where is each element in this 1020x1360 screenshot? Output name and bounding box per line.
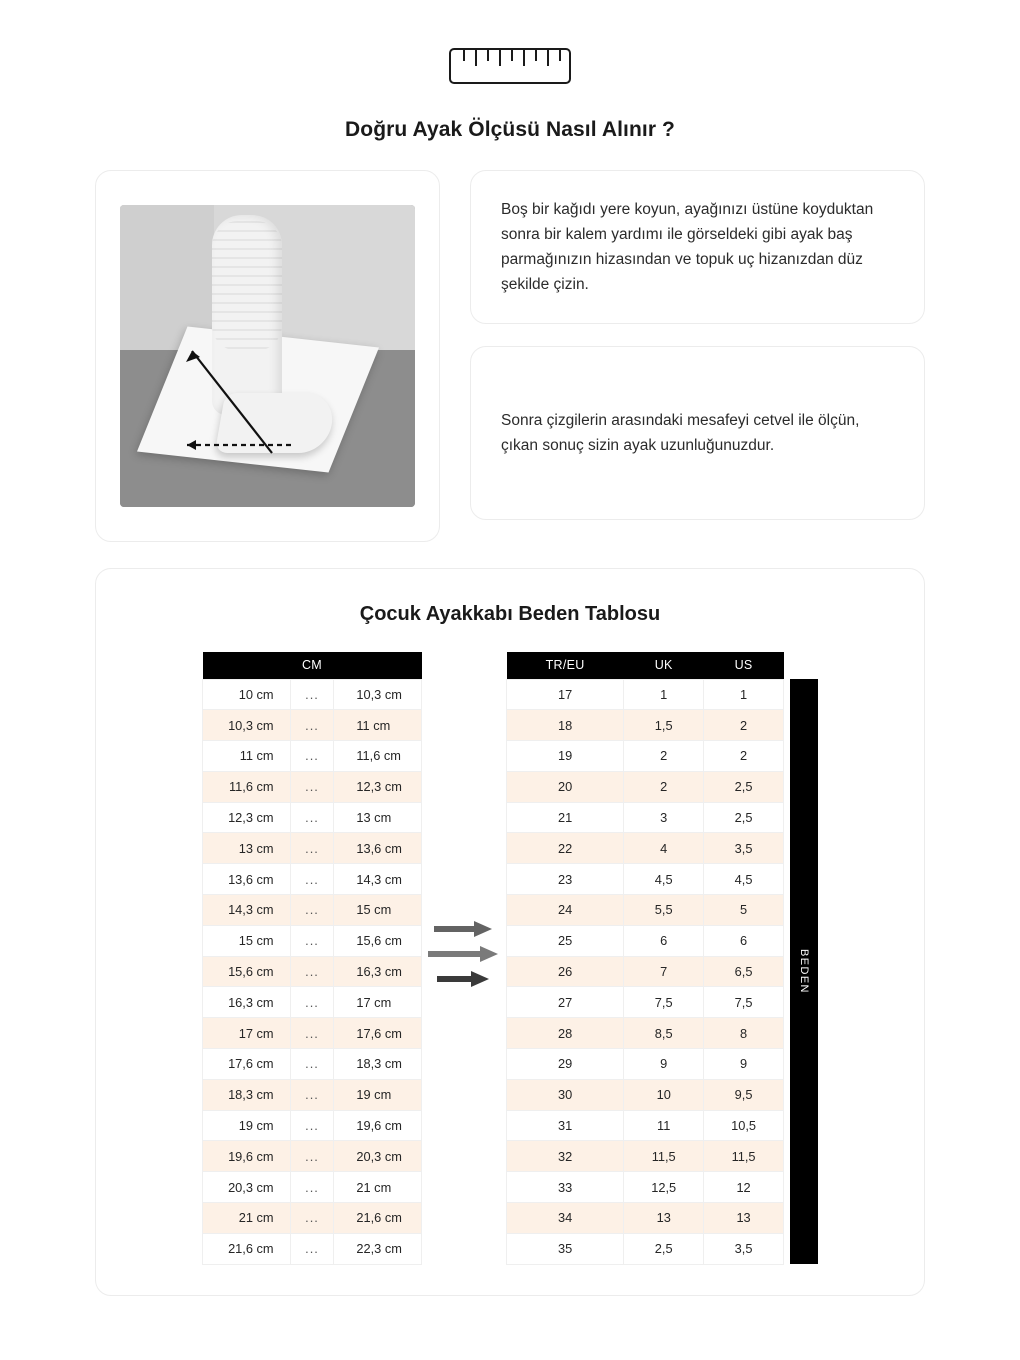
us-cell: 7,5: [704, 987, 784, 1018]
cm-range-dots: ...: [290, 741, 334, 772]
tr-eu-cell: 29: [507, 1049, 624, 1080]
cm-table-row: [203, 1203, 422, 1234]
cm-to-cell: 19,6 cm: [334, 1110, 422, 1141]
cm-range-dots: ...: [290, 710, 334, 741]
beden-side-bar: [790, 679, 818, 1264]
cm-from-cell: 15 cm: [203, 925, 291, 956]
tr-eu-cell: 30: [507, 1079, 624, 1110]
cm-from-cell: 10 cm: [203, 679, 291, 710]
uk-cell: 6: [624, 925, 704, 956]
cm-table-row: [203, 771, 422, 802]
cm-table-row: [203, 833, 422, 864]
us-cell: 2: [704, 741, 784, 772]
cm-from-cell: 20,3 cm: [203, 1172, 291, 1203]
uk-cell: 2,5: [624, 1233, 704, 1264]
cm-table: [202, 652, 422, 1265]
cm-to-cell: 22,3 cm: [334, 1233, 422, 1264]
uk-cell: 12,5: [624, 1172, 704, 1203]
us-cell: 12: [704, 1172, 784, 1203]
cm-table-row: [203, 1018, 422, 1049]
cm-range-dots: ...: [290, 1049, 334, 1080]
cm-table-row: [203, 956, 422, 987]
cm-from-cell: 11 cm: [203, 741, 291, 772]
cm-range-dots: ...: [290, 1110, 334, 1141]
cm-table-row: [203, 895, 422, 926]
cm-table-row: [203, 1110, 422, 1141]
cm-from-cell: 11,6 cm: [203, 771, 291, 802]
instructions-section: [95, 170, 925, 542]
uk-cell: 7: [624, 956, 704, 987]
ruler-tick: [499, 50, 501, 66]
us-cell: 4,5: [704, 864, 784, 895]
cm-to-cell: 16,3 cm: [334, 956, 422, 987]
cm-to-cell: 11 cm: [334, 710, 422, 741]
instruction-card-1: Boş bir kağıdı yere koyun, ayağınızı üstüne koyduktan sonra bir kalem yardımı ile görseldeki gibi ayak baş parmağınızın hizasından ve topuk uç hizanızdan düz şekilde çizin.: [470, 170, 925, 324]
cm-table-row: [203, 741, 422, 772]
ruler-tick: [511, 50, 513, 61]
cm-table-row: [203, 864, 422, 895]
cm-table-row: [203, 1233, 422, 1264]
cm-to-cell: 17,6 cm: [334, 1018, 422, 1049]
tr-eu-cell: 34: [507, 1203, 624, 1234]
cm-from-cell: 16,3 cm: [203, 987, 291, 1018]
ruler-icon-container: [0, 0, 1020, 84]
cm-table-row: [203, 987, 422, 1018]
cm-range-dots: ...: [290, 1172, 334, 1203]
ruler-tick: [523, 50, 525, 66]
ruler-tick: [463, 50, 465, 61]
cm-range-dots: ...: [290, 895, 334, 926]
tr-eu-cell: 35: [507, 1233, 624, 1264]
uk-cell: 10: [624, 1079, 704, 1110]
tr-eu-cell: 17: [507, 679, 624, 710]
cm-from-cell: 15,6 cm: [203, 956, 291, 987]
cm-table-row: [203, 1049, 422, 1080]
cm-range-dots: ...: [290, 802, 334, 833]
tr-eu-cell: 21: [507, 802, 624, 833]
ruler-tick: [547, 50, 549, 66]
us-cell: 3,5: [704, 833, 784, 864]
tr-eu-cell: 31: [507, 1110, 624, 1141]
instruction-text-column: [470, 170, 925, 542]
arrow-right-icon-2: [428, 946, 500, 962]
uk-cell: 13: [624, 1203, 704, 1234]
cm-from-cell: 17,6 cm: [203, 1049, 291, 1080]
size-table-row: [507, 1110, 784, 1141]
size-table-row: [507, 956, 784, 987]
cm-to-cell: 17 cm: [334, 987, 422, 1018]
size-table-header: US: [704, 652, 784, 679]
cm-to-cell: 18,3 cm: [334, 1049, 422, 1080]
arrow-right-icon-3: [437, 971, 491, 987]
uk-cell: 8,5: [624, 1018, 704, 1049]
cm-to-cell: 11,6 cm: [334, 741, 422, 772]
cm-to-cell: 13,6 cm: [334, 833, 422, 864]
size-table-row: [507, 1203, 784, 1234]
cm-range-dots: ...: [290, 1141, 334, 1172]
us-cell: 6: [704, 925, 784, 956]
cm-range-dots: ...: [290, 1018, 334, 1049]
us-cell: 3,5: [704, 1233, 784, 1264]
cm-table-header: CM: [203, 652, 422, 679]
size-table-row: [507, 741, 784, 772]
cm-to-cell: 15,6 cm: [334, 925, 422, 956]
cm-table-row: [203, 1172, 422, 1203]
cm-to-cell: 19 cm: [334, 1079, 422, 1110]
us-cell: 9: [704, 1049, 784, 1080]
size-table-row: [507, 679, 784, 710]
instruction-card-2: Sonra çizgilerin arasındaki mesafeyi cetvel ile ölçün, çıkan sonuç sizin ayak uzunluğunuzdur.: [470, 346, 925, 520]
uk-cell: 1,5: [624, 710, 704, 741]
us-cell: 6,5: [704, 956, 784, 987]
ruler-icon: [449, 48, 571, 84]
size-table-row: [507, 895, 784, 926]
cm-range-dots: ...: [290, 1079, 334, 1110]
size-tables-wrapper: [96, 652, 924, 1265]
cm-from-cell: 13,6 cm: [203, 864, 291, 895]
cm-table-row: [203, 1141, 422, 1172]
uk-cell: 2: [624, 741, 704, 772]
cm-range-dots: ...: [290, 925, 334, 956]
arrow-group: [422, 921, 506, 995]
uk-cell: 5,5: [624, 895, 704, 926]
tr-eu-cell: 20: [507, 771, 624, 802]
uk-cell: 9: [624, 1049, 704, 1080]
cm-from-cell: 10,3 cm: [203, 710, 291, 741]
ruler-tick: [487, 50, 489, 61]
uk-cell: 1: [624, 679, 704, 710]
us-cell: 2,5: [704, 771, 784, 802]
cm-from-cell: 21 cm: [203, 1203, 291, 1234]
size-table-row: [507, 710, 784, 741]
cm-range-dots: ...: [290, 864, 334, 895]
tr-eu-cell: 26: [507, 956, 624, 987]
cm-table-row: [203, 1079, 422, 1110]
cm-from-cell: 18,3 cm: [203, 1079, 291, 1110]
arrow-right-icon-1: [434, 921, 494, 937]
size-table-row: [507, 1049, 784, 1080]
cm-table-row: [203, 710, 422, 741]
uk-cell: 11: [624, 1110, 704, 1141]
size-table-header: UK: [624, 652, 704, 679]
beden-label: BEDEN: [798, 949, 810, 994]
cm-from-cell: 12,3 cm: [203, 802, 291, 833]
uk-cell: 11,5: [624, 1141, 704, 1172]
uk-cell: 4,5: [624, 864, 704, 895]
measure-arrow-overlay: [120, 205, 415, 507]
us-cell: 2: [704, 710, 784, 741]
size-table-row: [507, 771, 784, 802]
cm-table-row: [203, 925, 422, 956]
us-cell: 13: [704, 1203, 784, 1234]
uk-cell: 4: [624, 833, 704, 864]
cm-range-dots: ...: [290, 833, 334, 864]
us-cell: 2,5: [704, 802, 784, 833]
size-table-row: [507, 1018, 784, 1049]
us-cell: 5: [704, 895, 784, 926]
foot-measurement-photo: [120, 205, 415, 507]
cm-from-cell: 14,3 cm: [203, 895, 291, 926]
photo-card: [95, 170, 440, 542]
cm-to-cell: 21 cm: [334, 1172, 422, 1203]
cm-to-cell: 12,3 cm: [334, 771, 422, 802]
cm-from-cell: 17 cm: [203, 1018, 291, 1049]
us-cell: 10,5: [704, 1110, 784, 1141]
tr-eu-cell: 25: [507, 925, 624, 956]
tr-eu-cell: 28: [507, 1018, 624, 1049]
tr-eu-cell: 23: [507, 864, 624, 895]
cm-range-dots: ...: [290, 1203, 334, 1234]
cm-to-cell: 20,3 cm: [334, 1141, 422, 1172]
uk-cell: 7,5: [624, 987, 704, 1018]
size-table-row: [507, 833, 784, 864]
cm-range-dots: ...: [290, 956, 334, 987]
cm-to-cell: 21,6 cm: [334, 1203, 422, 1234]
ruler-tick: [559, 50, 561, 61]
ruler-tick: [475, 50, 477, 66]
uk-cell: 2: [624, 771, 704, 802]
size-table-row: [507, 1233, 784, 1264]
size-table-card: [95, 568, 925, 1296]
tr-eu-cell: 27: [507, 987, 624, 1018]
size-table-row: [507, 925, 784, 956]
cm-to-cell: 15 cm: [334, 895, 422, 926]
cm-table-row: [203, 802, 422, 833]
tr-eu-cell: 18: [507, 710, 624, 741]
size-table-header: TR/EU: [507, 652, 624, 679]
cm-from-cell: 21,6 cm: [203, 1233, 291, 1264]
size-table: [506, 652, 784, 1265]
us-cell: 1: [704, 679, 784, 710]
size-table-row: [507, 987, 784, 1018]
cm-range-dots: ...: [290, 1233, 334, 1264]
page-title: Doğru Ayak Ölçüsü Nasıl Alınır ?: [345, 118, 675, 141]
size-table-row: [507, 1141, 784, 1172]
tr-eu-cell: 33: [507, 1172, 624, 1203]
ruler-tick: [535, 50, 537, 61]
uk-cell: 3: [624, 802, 704, 833]
cm-to-cell: 14,3 cm: [334, 864, 422, 895]
cm-range-dots: ...: [290, 771, 334, 802]
cm-from-cell: 19 cm: [203, 1110, 291, 1141]
us-cell: 9,5: [704, 1079, 784, 1110]
tr-eu-cell: 22: [507, 833, 624, 864]
size-table-row: [507, 1079, 784, 1110]
size-table-row: [507, 864, 784, 895]
cm-table-row: [203, 679, 422, 710]
us-cell: 11,5: [704, 1141, 784, 1172]
size-table-row: [507, 802, 784, 833]
tr-eu-cell: 32: [507, 1141, 624, 1172]
us-cell: 8: [704, 1018, 784, 1049]
size-table-title: Çocuk Ayakkabı Beden Tablosu: [359, 603, 661, 625]
cm-from-cell: 19,6 cm: [203, 1141, 291, 1172]
tr-eu-cell: 24: [507, 895, 624, 926]
cm-to-cell: 10,3 cm: [334, 679, 422, 710]
tr-eu-cell: 19: [507, 741, 624, 772]
cm-range-dots: ...: [290, 679, 334, 710]
cm-to-cell: 13 cm: [334, 802, 422, 833]
cm-from-cell: 13 cm: [203, 833, 291, 864]
cm-range-dots: ...: [290, 987, 334, 1018]
size-table-row: [507, 1172, 784, 1203]
